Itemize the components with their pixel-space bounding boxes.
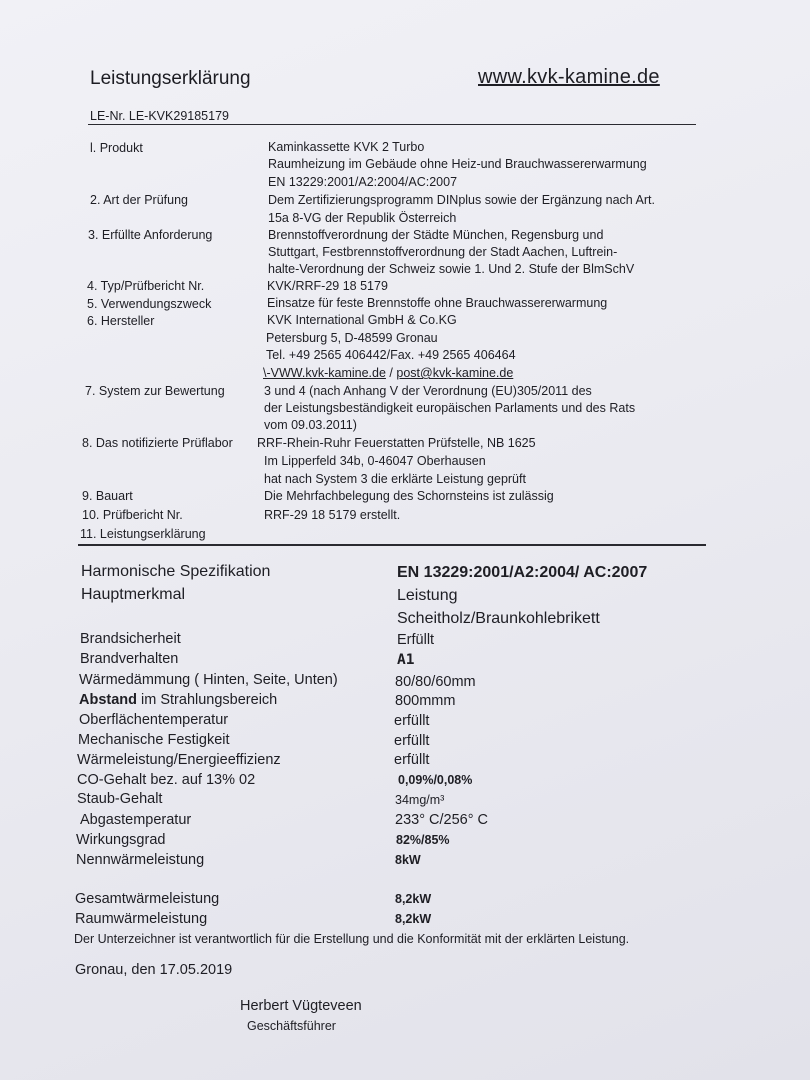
spec-label-nennwaermeleistung: Nennwärmeleistung — [76, 852, 205, 868]
spec-value-staub: 34mg/m³ — [395, 793, 445, 807]
label-pruflabor: 8. Das notifizierte Prüflabor — [82, 436, 233, 450]
responsibility-statement: Der Unterzeichner ist verantwortlich für die Erstellung und die Konformität mit der erklärten Leistung. — [74, 932, 630, 946]
system-line-2: der Leistungsbeständigkeit europäischen Parlaments und des Rats — [264, 401, 636, 415]
le-number: LE-Nr. LE-KVK29185179 — [90, 109, 229, 123]
spec-value-wirkungsgrad: 82%/85% — [396, 833, 450, 847]
bauart-value: Die Mehrfachbelegung des Schornsteins ist zulässig — [264, 489, 554, 503]
hersteller-email-link[interactable]: post@kvk-kamine.de — [396, 366, 514, 380]
produkt-name: Kaminkassette KVK 2 Turbo — [268, 140, 425, 154]
spec-label-co-gehalt: CO-Gehalt bez. auf 13% 02 — [77, 772, 256, 788]
spec-label-abstand — [79, 692, 277, 708]
pruefbericht-value: RRF-29 18 5179 erstellt. — [264, 508, 401, 522]
document-title: Leistungserklärung — [90, 68, 251, 89]
contact-separator: / — [389, 366, 393, 380]
pruflabor-line-1: RRF-Rhein-Ruhr Feuerstatten Prüfstelle, NB 1625 — [257, 436, 536, 450]
spec-value-gesamtwaermeleistung: 8,2kW — [395, 892, 432, 906]
spec-leistung: Leistung — [397, 587, 458, 604]
system-line-3: vom 09.03.2011) — [264, 418, 357, 432]
spec-value-nennwaermeleistung: 8kW — [395, 853, 421, 867]
spec-heading: Harmonische Spezifikation — [81, 563, 271, 580]
label-typ-pruefbericht: 4. Typ/Prüfbericht Nr. — [87, 279, 205, 293]
label-erfuellte-anforderung: 3. Erfüllte Anforderung — [88, 228, 213, 242]
label-bauart: 9. Bauart — [82, 489, 133, 503]
produkt-norm: EN 13229:2001/A2:2004/AC:2007 — [268, 175, 458, 189]
spec-value-oberflaeche: erfüllt — [394, 713, 430, 729]
spec-value-raumwaermeleistung: 8,2kW — [395, 912, 432, 926]
spec-label-raumwaermeleistung: Raumwärmeleistung — [75, 911, 208, 927]
pruflabor-line-2: Im Lipperfeld 34b, 0-46047 Oberhausen — [264, 454, 486, 468]
spec-value-co-gehalt: 0,09%/0,08% — [398, 773, 473, 787]
signer-name: Herbert Vügteveen — [240, 998, 362, 1014]
spec-value-brandverhalten: A1 — [397, 652, 415, 668]
spec-fuel: Scheitholz/Braunkohlebrikett — [397, 610, 600, 627]
spec-label-gesamtwaermeleistung: Gesamtwärmeleistung — [75, 891, 220, 907]
system-line-1: 3 und 4 (nach Anhang V der Verordnung (EU)305/2011 des — [264, 384, 592, 398]
hersteller-address: Petersburg 5, D-48599 Gronau — [266, 331, 438, 345]
hersteller-web-link[interactable]: \-VWW.kvk-kamine.de — [263, 366, 386, 380]
spec-label-waermedaemmung: Wärmedämmung ( Hinten, Seite, Unten) — [79, 672, 338, 688]
header-divider — [88, 124, 696, 125]
abstand-bold-word: Abstand — [79, 692, 137, 708]
anforderung-line-3: halte-Verordnung der Schweiz sowie 1. Und 2. Stufe der BlmSchV — [268, 262, 635, 276]
label-pruefbericht-nr: 10. Prüfbericht Nr. — [82, 508, 183, 522]
spec-norm: EN 13229:2001/A2:2004/ AC:2007 — [397, 564, 648, 581]
hersteller-contact — [263, 366, 513, 380]
spec-value-abgastemperatur: 233° C/256° C — [395, 812, 489, 828]
spec-label-oberflaeche: Oberflächentemperatur — [79, 712, 229, 728]
hersteller-name: KVK International GmbH & Co.KG — [267, 313, 457, 327]
spec-value-waermedaemmung: 80/80/60mm — [395, 674, 476, 690]
spec-label-festigkeit: Mechanische Festigkeit — [78, 732, 230, 748]
anforderung-line-1: Brennstoffverordnung der Städte München, Regensburg und — [268, 228, 604, 242]
spec-hauptmerkmal: Hauptmerkmal — [81, 586, 186, 603]
label-hersteller: 6. Hersteller — [87, 314, 155, 328]
spec-value-energieeffizienz: erfüllt — [394, 752, 430, 768]
label-system-bewertung: 7. System zur Bewertung — [85, 384, 225, 398]
spec-value-brandsicherheit: Erfüllt — [397, 632, 435, 648]
section-divider — [78, 544, 706, 546]
label-art-pruefung: 2. Art der Prüfung — [90, 193, 188, 207]
signer-role: Geschäftsführer — [247, 1019, 336, 1033]
label-verwendungszweck: 5. Verwendungszweck — [87, 297, 212, 311]
pruefung-line-2: 15a 8-VG der Republik Österreich — [268, 211, 457, 225]
pruefung-line-1: Dem Zertifizierungsprogramm DINplus sowie der Ergänzung nach Art. — [268, 193, 655, 207]
hersteller-phone: Tel. +49 2565 406442/Fax. +49 2565 406464 — [266, 348, 516, 362]
label-leistungserklaerung: 11. Leistungserklärung — [80, 527, 206, 541]
website-link[interactable]: www.kvk-kamine.de — [478, 66, 660, 88]
typ-value: KVK/RRF-29 18 5179 — [267, 279, 388, 293]
spec-label-abgastemperatur: Abgastemperatur — [80, 812, 192, 828]
spec-label-wirkungsgrad: Wirkungsgrad — [76, 832, 166, 848]
place-date: Gronau, den 17.05.2019 — [75, 962, 233, 978]
anforderung-line-2: Stuttgart, Festbrennstoffverordnung der Stadt Aachen, Luftrein- — [268, 245, 618, 259]
spec-value-festigkeit: erfüllt — [394, 733, 430, 749]
spec-label-energieeffizienz: Wärmeleistung/Energieeffizienz — [77, 752, 281, 768]
spec-value-abstand: 800mmm — [395, 693, 456, 709]
pruflabor-line-3: hat nach System 3 die erklärte Leistung geprüft — [264, 472, 526, 486]
abstand-rest: im Strahlungsbereich — [141, 692, 278, 708]
verwendungszweck-value: Einsatze für feste Brennstoffe ohne Brauchwassererwarmung — [267, 296, 608, 310]
spec-label-brandsicherheit: Brandsicherheit — [80, 631, 181, 647]
produkt-desc: Raumheizung im Gebäude ohne Heiz-und Brauchwassererwarmung — [268, 157, 647, 171]
spec-label-staub: Staub-Gehalt — [77, 791, 163, 807]
spec-label-brandverhalten: Brandverhalten — [80, 651, 179, 667]
label-produkt: l. Produkt — [90, 141, 143, 155]
